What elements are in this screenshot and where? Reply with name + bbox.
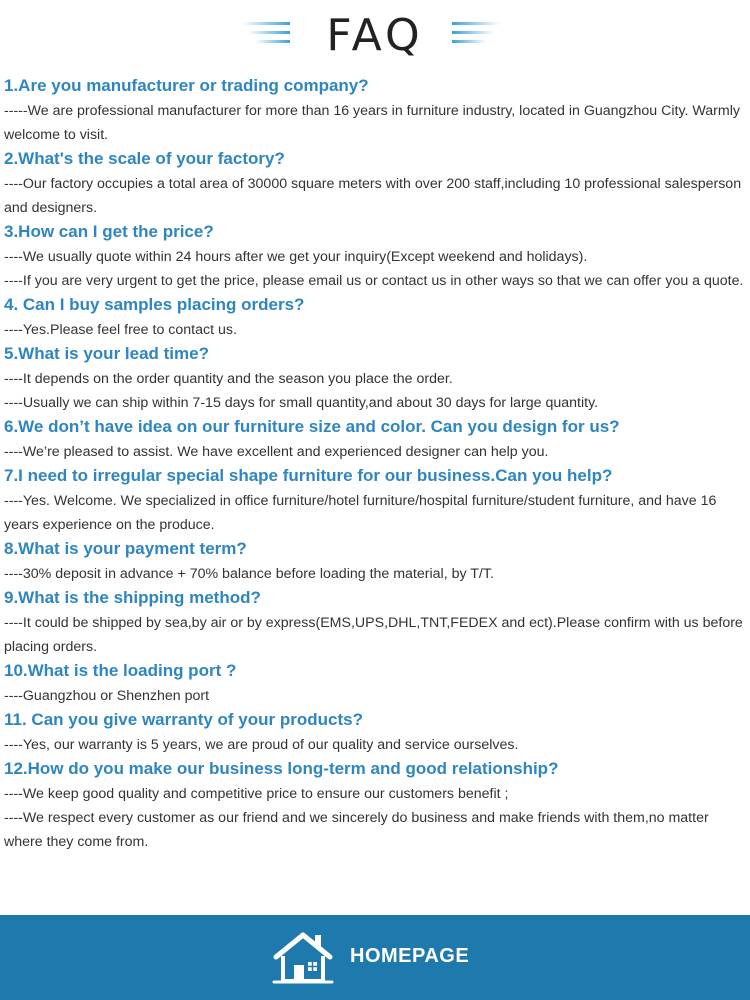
faq-question: 5.What is your lead time? xyxy=(4,344,209,363)
faq-item-8 xyxy=(4,537,746,586)
faq-answer: ----Yes.Please feel free to contact us. xyxy=(4,322,237,338)
faq-answer: ----Yes, our warranty is 5 years, we are proud of our quality and service ourselves. xyxy=(4,737,519,753)
faq-answer: ----We keep good quality and competitive price to ensure our customers benefit ; xyxy=(4,786,509,802)
faq-answer: ----We respect every customer as our friend and we sincerely do business and make friends with them,no matter where they come from. xyxy=(4,810,709,850)
faq-answer: ----Yes. Welcome. We specialized in office furniture/hotel furniture/hospital furniture/student furniture, and have 16 years experience on the produce. xyxy=(4,493,717,533)
faq-question: 7.I need to irregular special shape furniture for our business.Can you help? xyxy=(4,466,613,485)
house-icon xyxy=(272,929,334,985)
page-title: FAQ xyxy=(326,10,424,61)
faq-item-11 xyxy=(4,708,746,757)
faq-question: 3.How can I get the price? xyxy=(4,222,214,241)
faq-question: 2.What's the scale of your factory? xyxy=(4,149,285,168)
faq-question: 9.What is the shipping method? xyxy=(4,588,261,607)
faq-question: 6.We don’t have idea on our furniture size and color. Can you design for us? xyxy=(4,417,620,436)
faq-question: 10.What is the loading port ? xyxy=(4,661,237,680)
faq-item-6 xyxy=(4,415,746,464)
homepage-banner[interactable] xyxy=(0,915,750,1000)
faq-answer: ----We usually quote within 24 hours after we get your inquiry(Except weekend and holidays). xyxy=(4,249,588,265)
faq-answer: ----We’re pleased to assist. We have excellent and experienced designer can help you. xyxy=(4,444,549,460)
faq-answer: -----We are professional manufacturer for more than 16 years in furniture industry, located in Guangzhou City. Warmly welcome to visit. xyxy=(4,103,740,143)
faq-question: 11. Can you give warranty of your products? xyxy=(4,710,363,729)
faq-answer: ----Guangzhou or Shenzhen port xyxy=(4,688,210,704)
faq-item-10 xyxy=(4,659,746,708)
faq-question: 12.How do you make our business long-term and good relationship? xyxy=(4,759,559,778)
faq-item-1 xyxy=(4,74,746,147)
faq-item-9 xyxy=(4,586,746,659)
faq-answer: ----30% deposit in advance + 70% balance before loading the material, by T/T. xyxy=(4,566,494,582)
faq-item-2 xyxy=(4,147,746,220)
faq-header xyxy=(0,0,750,70)
faq-question: 1.Are you manufacturer or trading company? xyxy=(4,76,369,95)
faq-answer: ----It could be shipped by sea,by air or by express(EMS,UPS,DHL,TNT,FEDEX and ect).Please confirm with us before placing orders. xyxy=(4,615,743,655)
faq-item-5 xyxy=(4,342,746,415)
faq-answer: ----It depends on the order quantity and the season you place the order. xyxy=(4,371,453,387)
faq-question: 4. Can I buy samples placing orders? xyxy=(4,295,305,314)
faq-answer: ----Usually we can ship within 7-15 days for small quantity,and about 30 days for large quantity. xyxy=(4,395,599,411)
faq-list xyxy=(4,74,746,854)
stripe-decoration-icon xyxy=(450,20,502,50)
faq-item-7 xyxy=(4,464,746,537)
faq-item-4 xyxy=(4,293,746,342)
faq-answer: ----Our factory occupies a total area of 30000 square meters with over 200 staff,including 10 professional salesperson and designers. xyxy=(4,176,742,216)
faq-question: 8.What is your payment term? xyxy=(4,539,247,558)
faq-answer: ----If you are very urgent to get the price, please email us or contact us in other ways so that we can offer you a quote. xyxy=(4,273,744,289)
homepage-label[interactable]: HOMEPAGE xyxy=(350,945,470,967)
faq-item-12 xyxy=(4,757,746,854)
faq-item-3 xyxy=(4,220,746,293)
